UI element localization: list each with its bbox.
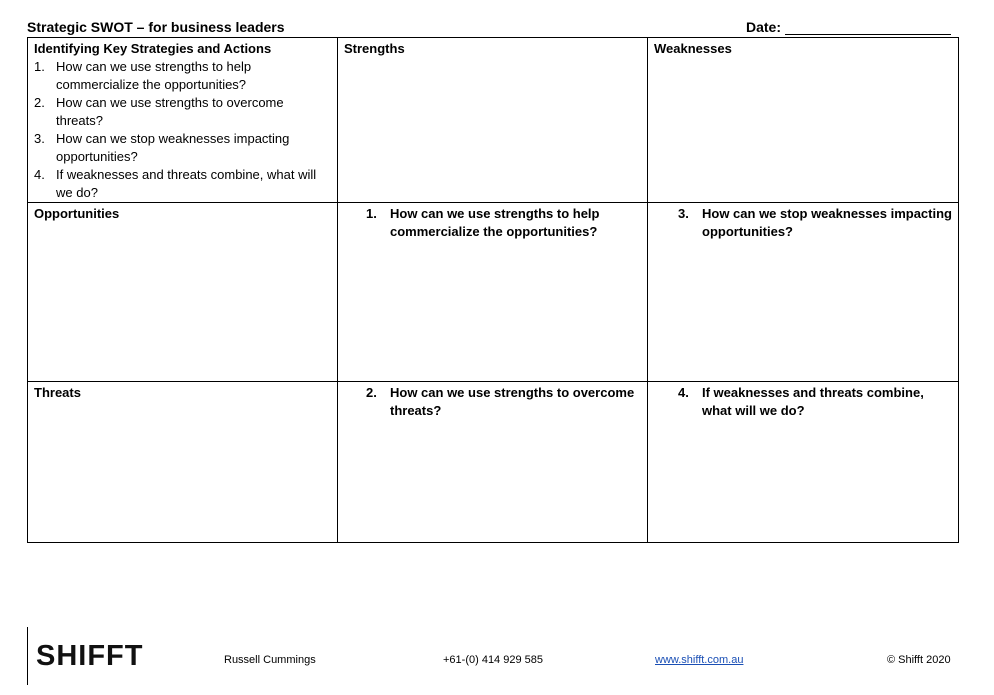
st-strategy-cell[interactable] bbox=[338, 382, 648, 543]
date-field bbox=[746, 19, 951, 35]
opportunities-cell[interactable] bbox=[28, 203, 338, 382]
wt-question: 4. If weaknesses and threats combine, what will we do? bbox=[678, 385, 924, 418]
strengths-heading: Strengths bbox=[344, 41, 405, 56]
threats-heading: Threats bbox=[34, 385, 81, 400]
key-strategies-heading: Identifying Key Strategies and Actions bbox=[34, 41, 272, 56]
footer-phone: +61-(0) 414 929 585 bbox=[443, 654, 543, 666]
footer-website-link[interactable]: www.shifft.com.au bbox=[655, 654, 744, 666]
swot-grid bbox=[27, 37, 959, 543]
weaknesses-cell[interactable] bbox=[648, 38, 959, 203]
st-question: 2. How can we use strengths to overcome threats? bbox=[366, 385, 635, 418]
wo-strategy-cell[interactable] bbox=[648, 203, 959, 382]
so-question: 1. How can we use strengths to help commercialize the opportunities? bbox=[366, 206, 600, 239]
weaknesses-heading: Weaknesses bbox=[654, 41, 732, 56]
list-item: 3. How can we stop weaknesses impacting opportunities? bbox=[34, 131, 290, 164]
footer-name: Russell Cummings bbox=[224, 654, 316, 666]
strengths-cell[interactable] bbox=[338, 38, 648, 203]
footer-divider bbox=[27, 627, 28, 685]
threats-cell[interactable] bbox=[28, 382, 338, 543]
date-label: Date: bbox=[746, 19, 782, 35]
shifft-logo: SHIFFT bbox=[36, 640, 144, 672]
key-strategies-cell bbox=[28, 38, 338, 203]
so-strategy-cell[interactable] bbox=[338, 203, 648, 382]
list-item: 2. How can we use strengths to overcome threats? bbox=[34, 95, 284, 128]
footer-copyright: © Shifft 2020 bbox=[887, 654, 951, 666]
opportunities-heading: Opportunities bbox=[34, 206, 120, 221]
list-item: 4. If weaknesses and threats combine, what will we do? bbox=[34, 167, 317, 200]
wt-strategy-cell[interactable] bbox=[648, 382, 959, 543]
date-blank-line[interactable] bbox=[785, 20, 951, 35]
key-strategies-list bbox=[34, 58, 331, 202]
page-title: Strategic SWOT – for business leaders bbox=[27, 19, 285, 35]
wo-question: 3. How can we stop weaknesses impacting opportunities? bbox=[678, 206, 952, 239]
list-item: 1. How can we use strengths to help commercialize the opportunities? bbox=[34, 59, 252, 92]
